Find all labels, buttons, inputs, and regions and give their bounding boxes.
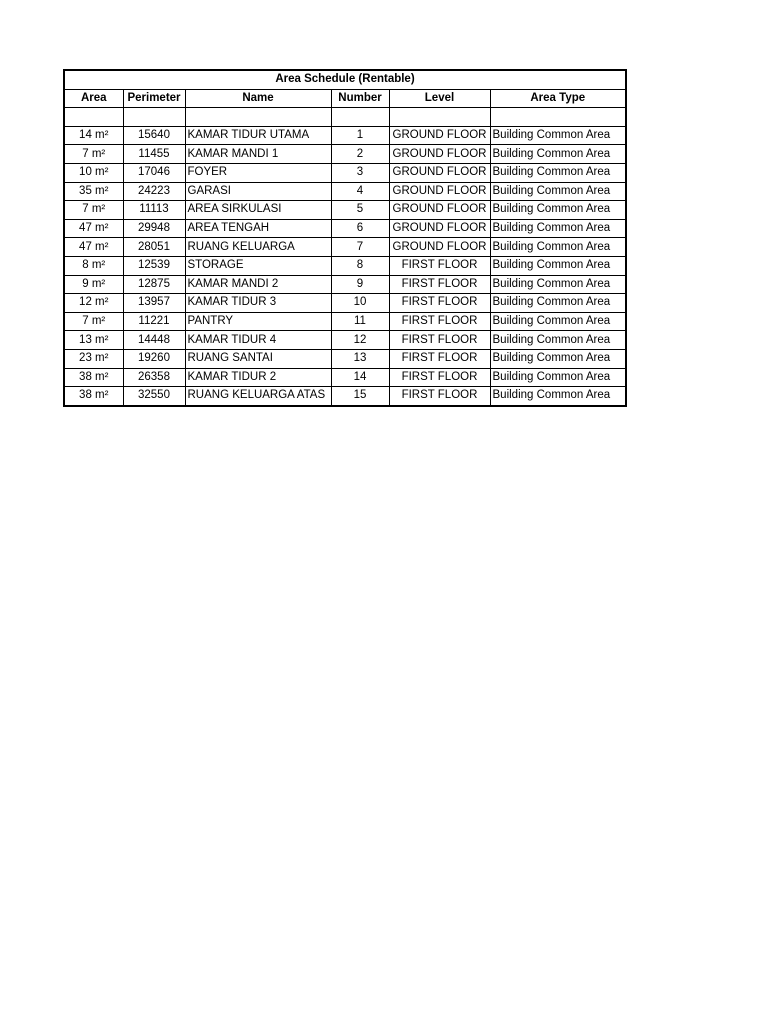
header-level: Level bbox=[389, 89, 490, 108]
header-name: Name bbox=[185, 89, 331, 108]
cell-perimeter: 11113 bbox=[123, 201, 185, 220]
cell-number: 6 bbox=[331, 219, 389, 238]
cell-number: 3 bbox=[331, 163, 389, 182]
cell-perimeter: 13957 bbox=[123, 294, 185, 313]
cell-number: 11 bbox=[331, 312, 389, 331]
table-row bbox=[64, 368, 626, 387]
cell-number: 2 bbox=[331, 145, 389, 164]
cell-level: FIRST FLOOR bbox=[389, 368, 490, 387]
cell-perimeter: 29948 bbox=[123, 219, 185, 238]
cell-area-type: Building Common Area bbox=[490, 182, 626, 201]
cell-area: 38 m² bbox=[64, 368, 123, 387]
title-row bbox=[64, 70, 626, 89]
table-row bbox=[64, 275, 626, 294]
cell-name: FOYER bbox=[185, 163, 331, 182]
cell-area-type: Building Common Area bbox=[490, 145, 626, 164]
header-perimeter: Perimeter bbox=[123, 89, 185, 108]
blank-cell bbox=[389, 108, 490, 127]
cell-perimeter: 14448 bbox=[123, 331, 185, 350]
cell-perimeter: 15640 bbox=[123, 126, 185, 145]
cell-name: KAMAR MANDI 1 bbox=[185, 145, 331, 164]
cell-level: FIRST FLOOR bbox=[389, 294, 490, 313]
cell-number: 15 bbox=[331, 387, 389, 406]
blank-cell bbox=[64, 108, 123, 127]
table-row bbox=[64, 294, 626, 313]
cell-area: 10 m² bbox=[64, 163, 123, 182]
table-row bbox=[64, 349, 626, 368]
cell-area: 14 m² bbox=[64, 126, 123, 145]
table-row bbox=[64, 182, 626, 201]
cell-area-type: Building Common Area bbox=[490, 238, 626, 257]
table-row bbox=[64, 312, 626, 331]
cell-area-type: Building Common Area bbox=[490, 349, 626, 368]
cell-area: 8 m² bbox=[64, 256, 123, 275]
cell-level: FIRST FLOOR bbox=[389, 349, 490, 368]
cell-area-type: Building Common Area bbox=[490, 294, 626, 313]
table-row bbox=[64, 256, 626, 275]
cell-perimeter: 24223 bbox=[123, 182, 185, 201]
cell-perimeter: 26358 bbox=[123, 368, 185, 387]
table-row bbox=[64, 145, 626, 164]
cell-area: 7 m² bbox=[64, 145, 123, 164]
cell-level: GROUND FLOOR bbox=[389, 163, 490, 182]
area-schedule-table bbox=[63, 69, 627, 407]
blank-cell bbox=[331, 108, 389, 127]
cell-area-type: Building Common Area bbox=[490, 312, 626, 331]
cell-name: KAMAR TIDUR UTAMA bbox=[185, 126, 331, 145]
header-number: Number bbox=[331, 89, 389, 108]
cell-perimeter: 11455 bbox=[123, 145, 185, 164]
cell-area: 7 m² bbox=[64, 201, 123, 220]
cell-number: 8 bbox=[331, 256, 389, 275]
header-row bbox=[64, 89, 626, 108]
cell-area: 47 m² bbox=[64, 238, 123, 257]
cell-number: 1 bbox=[331, 126, 389, 145]
cell-name: AREA TENGAH bbox=[185, 219, 331, 238]
table-row bbox=[64, 238, 626, 257]
blank-cell bbox=[123, 108, 185, 127]
cell-name: KAMAR TIDUR 2 bbox=[185, 368, 331, 387]
cell-number: 7 bbox=[331, 238, 389, 257]
table-row bbox=[64, 126, 626, 145]
cell-area: 35 m² bbox=[64, 182, 123, 201]
blank-row bbox=[64, 108, 626, 127]
cell-name: KAMAR TIDUR 3 bbox=[185, 294, 331, 313]
table-row bbox=[64, 387, 626, 406]
cell-area: 7 m² bbox=[64, 312, 123, 331]
cell-name: PANTRY bbox=[185, 312, 331, 331]
cell-level: GROUND FLOOR bbox=[389, 238, 490, 257]
blank-cell bbox=[490, 108, 626, 127]
cell-number: 14 bbox=[331, 368, 389, 387]
cell-area-type: Building Common Area bbox=[490, 201, 626, 220]
cell-number: 4 bbox=[331, 182, 389, 201]
cell-number: 5 bbox=[331, 201, 389, 220]
cell-area-type: Building Common Area bbox=[490, 275, 626, 294]
cell-perimeter: 17046 bbox=[123, 163, 185, 182]
cell-number: 12 bbox=[331, 331, 389, 350]
header-area: Area bbox=[64, 89, 123, 108]
cell-level: FIRST FLOOR bbox=[389, 331, 490, 350]
table-row bbox=[64, 163, 626, 182]
cell-name: RUANG KELUARGA ATAS bbox=[185, 387, 331, 406]
cell-number: 10 bbox=[331, 294, 389, 313]
cell-area-type: Building Common Area bbox=[490, 368, 626, 387]
cell-perimeter: 12875 bbox=[123, 275, 185, 294]
table-body bbox=[64, 108, 626, 406]
cell-level: GROUND FLOOR bbox=[389, 126, 490, 145]
table-row bbox=[64, 331, 626, 350]
cell-name: KAMAR TIDUR 4 bbox=[185, 331, 331, 350]
table-row bbox=[64, 201, 626, 220]
cell-level: GROUND FLOOR bbox=[389, 182, 490, 201]
cell-name: RUANG KELUARGA bbox=[185, 238, 331, 257]
cell-area: 23 m² bbox=[64, 349, 123, 368]
cell-name: STORAGE bbox=[185, 256, 331, 275]
cell-name: RUANG SANTAI bbox=[185, 349, 331, 368]
cell-level: FIRST FLOOR bbox=[389, 275, 490, 294]
cell-number: 13 bbox=[331, 349, 389, 368]
table-title: Area Schedule (Rentable) bbox=[64, 70, 626, 89]
cell-area: 47 m² bbox=[64, 219, 123, 238]
cell-area: 38 m² bbox=[64, 387, 123, 406]
cell-number: 9 bbox=[331, 275, 389, 294]
cell-perimeter: 19260 bbox=[123, 349, 185, 368]
cell-area-type: Building Common Area bbox=[490, 163, 626, 182]
cell-area: 9 m² bbox=[64, 275, 123, 294]
cell-area-type: Building Common Area bbox=[490, 126, 626, 145]
cell-area: 12 m² bbox=[64, 294, 123, 313]
cell-area-type: Building Common Area bbox=[490, 387, 626, 406]
cell-name: GARASI bbox=[185, 182, 331, 201]
cell-area-type: Building Common Area bbox=[490, 219, 626, 238]
cell-perimeter: 11221 bbox=[123, 312, 185, 331]
cell-perimeter: 32550 bbox=[123, 387, 185, 406]
cell-name: AREA SIRKULASI bbox=[185, 201, 331, 220]
cell-area-type: Building Common Area bbox=[490, 256, 626, 275]
cell-level: GROUND FLOOR bbox=[389, 145, 490, 164]
table-row bbox=[64, 219, 626, 238]
header-area-type: Area Type bbox=[490, 89, 626, 108]
cell-level: GROUND FLOOR bbox=[389, 201, 490, 220]
cell-perimeter: 28051 bbox=[123, 238, 185, 257]
cell-area-type: Building Common Area bbox=[490, 331, 626, 350]
cell-area: 13 m² bbox=[64, 331, 123, 350]
cell-name: KAMAR MANDI 2 bbox=[185, 275, 331, 294]
cell-level: FIRST FLOOR bbox=[389, 312, 490, 331]
cell-level: FIRST FLOOR bbox=[389, 387, 490, 406]
blank-cell bbox=[185, 108, 331, 127]
cell-perimeter: 12539 bbox=[123, 256, 185, 275]
cell-level: FIRST FLOOR bbox=[389, 256, 490, 275]
cell-level: GROUND FLOOR bbox=[389, 219, 490, 238]
